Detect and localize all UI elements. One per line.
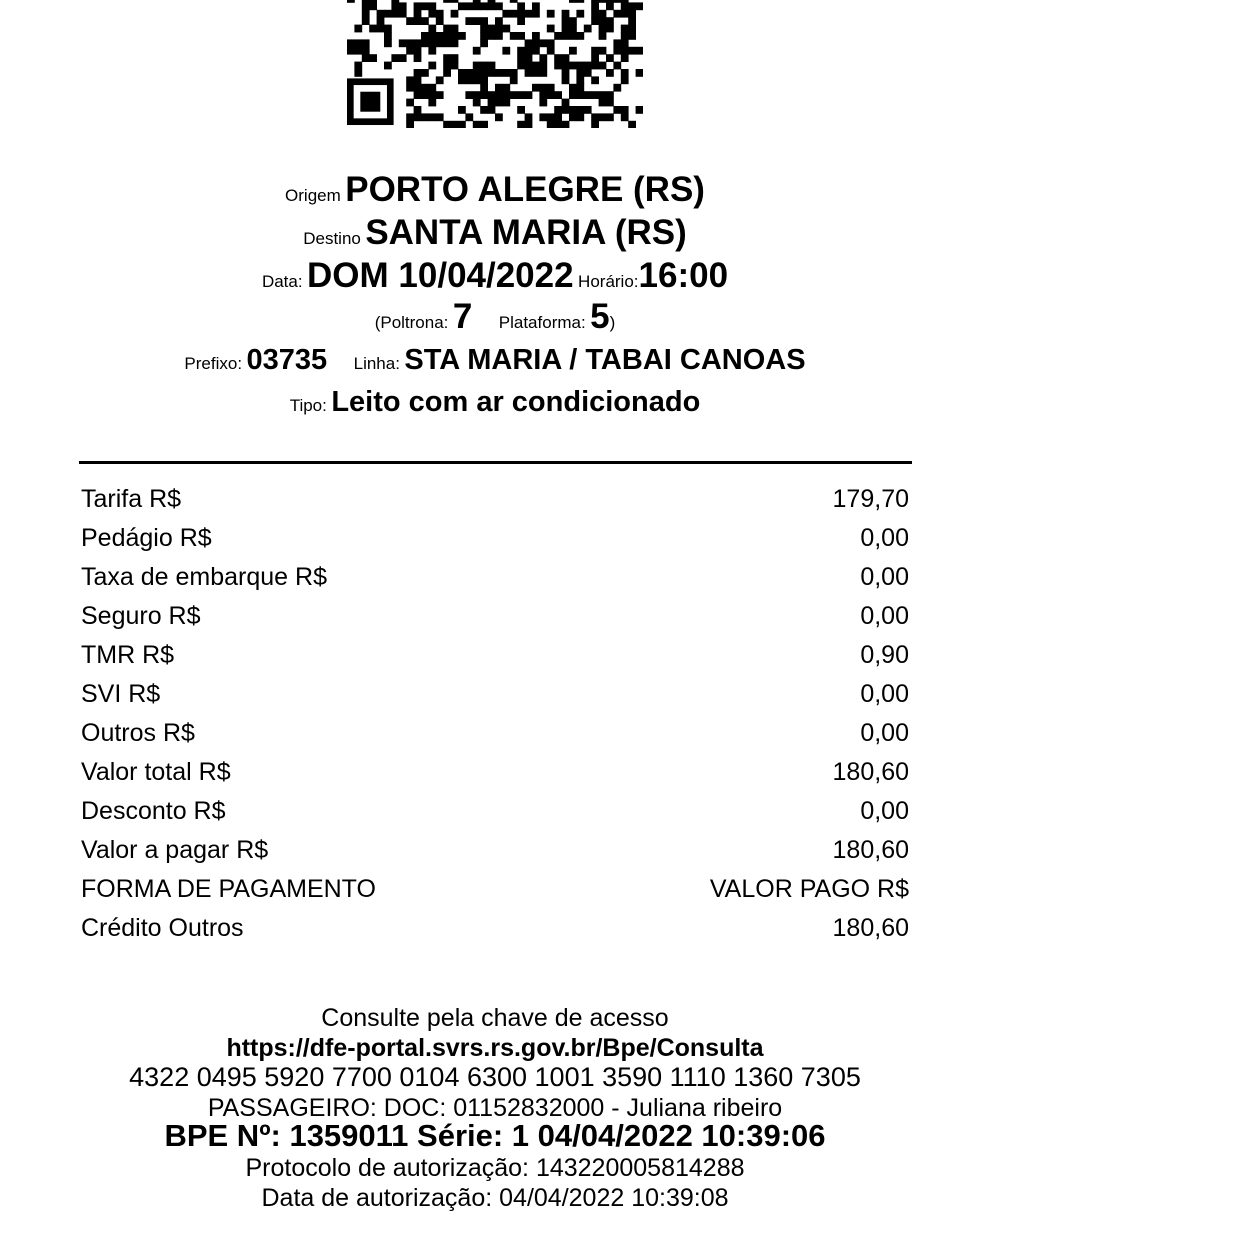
fee-value: 0,00 — [860, 563, 909, 591]
authorization-protocol: Protocolo de autorização: 143220005814288 — [245, 1154, 745, 1182]
fee-label: Seguro R$ — [81, 602, 201, 630]
fee-value: 0,00 — [860, 524, 909, 552]
fee-row — [81, 909, 909, 948]
fee-row — [81, 558, 909, 597]
time-label: Horário: — [578, 272, 639, 291]
fee-table — [81, 480, 909, 948]
seat-value: 7 — [452, 297, 473, 336]
fee-value: 180,60 — [832, 758, 909, 786]
fee-row — [81, 714, 909, 753]
destination-value: SANTA MARIA (RS) — [365, 213, 687, 252]
fee-label: Valor a pagar R$ — [81, 836, 269, 864]
fee-label: Pedágio R$ — [81, 524, 212, 552]
fee-label: TMR R$ — [81, 641, 175, 669]
qr-code-icon — [347, 0, 643, 128]
fee-value: 179,70 — [832, 485, 909, 513]
fee-row — [81, 792, 909, 831]
fee-value: 180,60 — [832, 914, 909, 942]
fee-label: SVI R$ — [81, 680, 161, 708]
fee-label: Valor total R$ — [81, 758, 231, 786]
fee-row — [81, 597, 909, 636]
fee-row — [81, 636, 909, 675]
fee-value: 0,00 — [860, 797, 909, 825]
fee-label: Outros R$ — [81, 719, 195, 747]
fee-row — [81, 519, 909, 558]
consult-text: Consulte pela chave de acesso — [321, 1004, 669, 1032]
prefix-line — [0, 340, 990, 385]
fee-value: 0,90 — [860, 641, 909, 669]
platform-value: 5 — [590, 297, 610, 336]
platform-label: Plataforma: — [498, 313, 586, 332]
divider — [79, 461, 912, 464]
fee-row — [81, 675, 909, 714]
consult-url[interactable]: https://dfe-portal.svrs.rs.gov.br/Bpe/Consulta — [226, 1034, 764, 1062]
access-key: 4322 0495 5920 7700 0104 6300 1001 3590 1110 1360 7305 — [129, 1062, 861, 1092]
line-value: STA MARIA / TABAI CANOAS — [404, 344, 806, 376]
type-value: Leito com ar condicionado — [331, 386, 701, 418]
time-value: 16:00 — [638, 256, 729, 295]
fee-row — [81, 831, 909, 870]
fee-label: Tarifa R$ — [81, 485, 182, 513]
prefix-value: 03735 — [246, 344, 328, 376]
type-label: Tipo: — [289, 396, 327, 415]
seat-platform-line — [0, 297, 990, 344]
fee-value: 0,00 — [860, 602, 909, 630]
fee-label: Taxa de embarque R$ — [81, 563, 327, 591]
seat-label: (Poltrona: — [374, 313, 449, 332]
fee-row — [81, 753, 909, 792]
fee-value: 180,60 — [832, 836, 909, 864]
date-label: Data: — [261, 272, 303, 291]
line-label: Linha: — [353, 354, 400, 373]
fee-label: Crédito Outros — [81, 914, 244, 942]
type-line — [0, 382, 990, 427]
bpe-number: BPE Nº: 1359011 Série: 1 04/04/2022 10:39:06 — [164, 1118, 826, 1153]
date-value: DOM 10/04/2022 — [307, 256, 574, 295]
fee-value: 0,00 — [860, 680, 909, 708]
fee-value: 0,00 — [860, 719, 909, 747]
origin-label: Origem — [285, 186, 341, 205]
origin-value: PORTO ALEGRE (RS) — [345, 170, 705, 209]
fee-label: FORMA DE PAGAMENTO — [81, 875, 376, 903]
destination-label: Destino — [303, 229, 361, 248]
fee-value: VALOR PAGO R$ — [709, 875, 909, 903]
prefix-label: Prefixo: — [184, 354, 243, 373]
fee-label: Desconto R$ — [81, 797, 226, 825]
fee-row — [81, 870, 909, 909]
passenger-info: PASSAGEIRO: DOC: 01152832000 - Juliana ribeiro — [207, 1094, 783, 1122]
fee-row — [81, 480, 909, 519]
authorization-date: Data de autorização: 04/04/2022 10:39:08 — [261, 1184, 729, 1212]
platform-close: ) — [609, 313, 616, 332]
